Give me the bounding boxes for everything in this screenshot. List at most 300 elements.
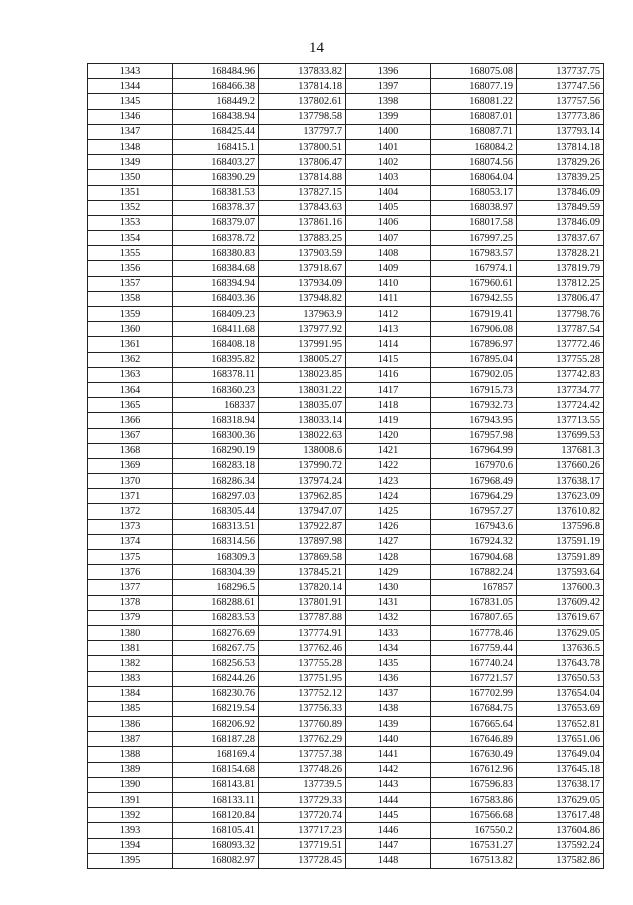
y-coordinate-cell: 137843.63	[259, 200, 346, 215]
y-coordinate-cell: 137861.16	[259, 215, 346, 230]
x-coordinate-cell: 167919.41	[431, 307, 517, 322]
x-coordinate-cell: 167702.99	[431, 686, 517, 701]
point-number-cell: 1356	[88, 261, 173, 276]
y-coordinate-cell: 137787.88	[259, 610, 346, 625]
y-coordinate-cell: 137629.05	[517, 793, 604, 808]
point-number-cell: 1408	[346, 246, 431, 261]
y-coordinate-cell: 137963.9	[259, 307, 346, 322]
x-coordinate-cell: 168082.97	[173, 853, 259, 868]
table-row	[88, 489, 604, 504]
y-coordinate-cell: 137883.25	[259, 231, 346, 246]
table-row	[88, 155, 604, 170]
x-coordinate-cell: 168244.26	[173, 671, 259, 686]
y-coordinate-cell: 137604.86	[517, 823, 604, 838]
x-coordinate-cell: 168286.34	[173, 474, 259, 489]
y-coordinate-cell: 137645.18	[517, 762, 604, 777]
point-number-cell: 1381	[88, 641, 173, 656]
y-coordinate-cell: 137934.09	[259, 276, 346, 291]
x-coordinate-cell: 168256.53	[173, 656, 259, 671]
point-number-cell: 1432	[346, 610, 431, 625]
point-number-cell: 1354	[88, 231, 173, 246]
table-row	[88, 671, 604, 686]
x-coordinate-cell: 168075.08	[431, 64, 517, 79]
y-coordinate-cell: 137755.28	[259, 656, 346, 671]
point-number-cell: 1362	[88, 352, 173, 367]
x-coordinate-cell: 167831.05	[431, 595, 517, 610]
x-coordinate-cell: 168384.68	[173, 261, 259, 276]
y-coordinate-cell: 137629.05	[517, 625, 604, 640]
table-row	[88, 231, 604, 246]
y-coordinate-cell: 138022.63	[259, 428, 346, 443]
point-number-cell: 1348	[88, 139, 173, 154]
point-number-cell: 1402	[346, 155, 431, 170]
y-coordinate-cell: 137652.81	[517, 717, 604, 732]
x-coordinate-cell: 167531.27	[431, 838, 517, 853]
y-coordinate-cell: 137654.04	[517, 686, 604, 701]
table-row	[88, 246, 604, 261]
point-number-cell: 1369	[88, 458, 173, 473]
x-coordinate-cell: 168403.36	[173, 291, 259, 306]
x-coordinate-cell: 167902.05	[431, 367, 517, 382]
x-coordinate-cell: 168360.23	[173, 382, 259, 397]
point-number-cell: 1390	[88, 777, 173, 792]
x-coordinate-cell: 168187.28	[173, 732, 259, 747]
x-coordinate-cell: 168484.96	[173, 64, 259, 79]
y-coordinate-cell: 137991.95	[259, 337, 346, 352]
table-row	[88, 200, 604, 215]
y-coordinate-cell: 137596.8	[517, 519, 604, 534]
y-coordinate-cell: 137762.46	[259, 641, 346, 656]
point-number-cell: 1442	[346, 762, 431, 777]
point-number-cell: 1415	[346, 352, 431, 367]
point-number-cell: 1344	[88, 79, 173, 94]
x-coordinate-cell: 168283.18	[173, 458, 259, 473]
y-coordinate-cell: 137801.91	[259, 595, 346, 610]
x-coordinate-cell: 167740.24	[431, 656, 517, 671]
x-coordinate-cell: 168438.94	[173, 109, 259, 124]
x-coordinate-cell: 168038.97	[431, 200, 517, 215]
x-coordinate-cell: 168390.29	[173, 170, 259, 185]
x-coordinate-cell: 167778.46	[431, 625, 517, 640]
x-coordinate-cell: 168276.69	[173, 625, 259, 640]
table-row	[88, 656, 604, 671]
y-coordinate-cell: 137947.07	[259, 504, 346, 519]
y-coordinate-cell: 137609.42	[517, 595, 604, 610]
y-coordinate-cell: 137800.51	[259, 139, 346, 154]
y-coordinate-cell: 137651.06	[517, 732, 604, 747]
table-row	[88, 853, 604, 868]
x-coordinate-cell: 167895.04	[431, 352, 517, 367]
x-coordinate-cell: 167684.75	[431, 701, 517, 716]
x-coordinate-cell: 168206.92	[173, 717, 259, 732]
table-row	[88, 322, 604, 337]
y-coordinate-cell: 137833.82	[259, 64, 346, 79]
y-coordinate-cell: 137814.18	[259, 79, 346, 94]
x-coordinate-cell: 168313.51	[173, 519, 259, 534]
table-row	[88, 458, 604, 473]
x-coordinate-cell: 167612.96	[431, 762, 517, 777]
x-coordinate-cell: 168415.1	[173, 139, 259, 154]
table-row	[88, 747, 604, 762]
table-row	[88, 109, 604, 124]
point-number-cell: 1394	[88, 838, 173, 853]
y-coordinate-cell: 137638.17	[517, 777, 604, 792]
point-number-cell: 1428	[346, 550, 431, 565]
x-coordinate-cell: 168380.83	[173, 246, 259, 261]
x-coordinate-cell: 168466.38	[173, 79, 259, 94]
point-number-cell: 1435	[346, 656, 431, 671]
x-coordinate-cell: 168378.11	[173, 367, 259, 382]
point-number-cell: 1393	[88, 823, 173, 838]
coordinates-table-body	[88, 64, 604, 869]
y-coordinate-cell: 137903.59	[259, 246, 346, 261]
y-coordinate-cell: 137636.5	[517, 641, 604, 656]
y-coordinate-cell: 137773.86	[517, 109, 604, 124]
x-coordinate-cell: 168296.5	[173, 580, 259, 595]
table-row	[88, 625, 604, 640]
x-coordinate-cell: 168305.44	[173, 504, 259, 519]
point-number-cell: 1379	[88, 610, 173, 625]
point-number-cell: 1401	[346, 139, 431, 154]
x-coordinate-cell: 167759.44	[431, 641, 517, 656]
y-coordinate-cell: 137827.15	[259, 185, 346, 200]
point-number-cell: 1361	[88, 337, 173, 352]
y-coordinate-cell: 137681.3	[517, 443, 604, 458]
y-coordinate-cell: 137760.89	[259, 717, 346, 732]
y-coordinate-cell: 137649.04	[517, 747, 604, 762]
point-number-cell: 1388	[88, 747, 173, 762]
table-row	[88, 398, 604, 413]
x-coordinate-cell: 167983.57	[431, 246, 517, 261]
x-coordinate-cell: 168318.94	[173, 413, 259, 428]
x-coordinate-cell: 168425.44	[173, 124, 259, 139]
x-coordinate-cell: 167596.83	[431, 777, 517, 792]
point-number-cell: 1352	[88, 200, 173, 215]
point-number-cell: 1357	[88, 276, 173, 291]
y-coordinate-cell: 137660.26	[517, 458, 604, 473]
y-coordinate-cell: 137806.47	[259, 155, 346, 170]
page-number: 14	[309, 40, 324, 56]
x-coordinate-cell: 167960.61	[431, 276, 517, 291]
point-number-cell: 1343	[88, 64, 173, 79]
x-coordinate-cell: 167807.65	[431, 610, 517, 625]
y-coordinate-cell: 137977.92	[259, 322, 346, 337]
point-number-cell: 1398	[346, 94, 431, 109]
point-number-cell: 1375	[88, 550, 173, 565]
table-row	[88, 595, 604, 610]
x-coordinate-cell: 168120.84	[173, 808, 259, 823]
point-number-cell: 1441	[346, 747, 431, 762]
y-coordinate-cell: 137819.79	[517, 261, 604, 276]
y-coordinate-cell: 138033.14	[259, 413, 346, 428]
y-coordinate-cell: 137717.23	[259, 823, 346, 838]
point-number-cell: 1420	[346, 428, 431, 443]
x-coordinate-cell: 168084.2	[431, 139, 517, 154]
point-number-cell: 1386	[88, 717, 173, 732]
x-coordinate-cell: 167550.2	[431, 823, 517, 838]
x-coordinate-cell: 168283.53	[173, 610, 259, 625]
point-number-cell: 1387	[88, 732, 173, 747]
table-row	[88, 443, 604, 458]
y-coordinate-cell: 137724.42	[517, 398, 604, 413]
point-number-cell: 1405	[346, 200, 431, 215]
y-coordinate-cell: 137802.61	[259, 94, 346, 109]
point-number-cell: 1363	[88, 367, 173, 382]
x-coordinate-cell: 168133.11	[173, 793, 259, 808]
x-coordinate-cell: 167942.55	[431, 291, 517, 306]
point-number-cell: 1377	[88, 580, 173, 595]
y-coordinate-cell: 137897.98	[259, 534, 346, 549]
y-coordinate-cell: 137948.82	[259, 291, 346, 306]
y-coordinate-cell: 137846.09	[517, 215, 604, 230]
point-number-cell: 1426	[346, 519, 431, 534]
y-coordinate-cell: 137757.56	[517, 94, 604, 109]
y-coordinate-cell: 137846.09	[517, 185, 604, 200]
point-number-cell: 1368	[88, 443, 173, 458]
point-number-cell: 1404	[346, 185, 431, 200]
x-coordinate-cell: 167957.27	[431, 504, 517, 519]
point-number-cell: 1433	[346, 625, 431, 640]
table-row	[88, 382, 604, 397]
point-number-cell: 1440	[346, 732, 431, 747]
x-coordinate-cell: 167932.73	[431, 398, 517, 413]
point-number-cell: 1446	[346, 823, 431, 838]
x-coordinate-cell: 168449.2	[173, 94, 259, 109]
point-number-cell: 1365	[88, 398, 173, 413]
point-number-cell: 1358	[88, 291, 173, 306]
table-row	[88, 793, 604, 808]
point-number-cell: 1384	[88, 686, 173, 701]
x-coordinate-cell: 168288.61	[173, 595, 259, 610]
x-coordinate-cell: 168290.19	[173, 443, 259, 458]
x-coordinate-cell: 168300.36	[173, 428, 259, 443]
table-row	[88, 291, 604, 306]
x-coordinate-cell: 167964.99	[431, 443, 517, 458]
x-coordinate-cell: 167974.1	[431, 261, 517, 276]
point-number-cell: 1418	[346, 398, 431, 413]
x-coordinate-cell: 168378.37	[173, 200, 259, 215]
x-coordinate-cell: 168379.07	[173, 215, 259, 230]
point-number-cell: 1412	[346, 307, 431, 322]
coordinates-table	[87, 63, 604, 869]
table-row	[88, 610, 604, 625]
y-coordinate-cell: 137729.33	[259, 793, 346, 808]
y-coordinate-cell: 137719.51	[259, 838, 346, 853]
x-coordinate-cell: 168409.23	[173, 307, 259, 322]
point-number-cell: 1382	[88, 656, 173, 671]
y-coordinate-cell: 137593.64	[517, 565, 604, 580]
x-coordinate-cell: 167906.08	[431, 322, 517, 337]
y-coordinate-cell: 137837.67	[517, 231, 604, 246]
point-number-cell: 1396	[346, 64, 431, 79]
x-coordinate-cell: 168064.04	[431, 170, 517, 185]
x-coordinate-cell: 167997.25	[431, 231, 517, 246]
x-coordinate-cell: 168403.27	[173, 155, 259, 170]
x-coordinate-cell: 167970.6	[431, 458, 517, 473]
table-row	[88, 79, 604, 94]
point-number-cell: 1411	[346, 291, 431, 306]
y-coordinate-cell: 137990.72	[259, 458, 346, 473]
y-coordinate-cell: 137653.69	[517, 701, 604, 716]
x-coordinate-cell: 167968.49	[431, 474, 517, 489]
x-coordinate-cell: 168017.58	[431, 215, 517, 230]
table-row	[88, 641, 604, 656]
y-coordinate-cell: 137845.21	[259, 565, 346, 580]
x-coordinate-cell: 168053.17	[431, 185, 517, 200]
point-number-cell: 1389	[88, 762, 173, 777]
y-coordinate-cell: 137748.26	[259, 762, 346, 777]
point-number-cell: 1403	[346, 170, 431, 185]
y-coordinate-cell: 137812.25	[517, 276, 604, 291]
x-coordinate-cell: 168154.68	[173, 762, 259, 777]
point-number-cell: 1391	[88, 793, 173, 808]
table-row	[88, 337, 604, 352]
x-coordinate-cell: 168074.56	[431, 155, 517, 170]
x-coordinate-cell: 168219.54	[173, 701, 259, 716]
x-coordinate-cell: 167665.64	[431, 717, 517, 732]
y-coordinate-cell: 138031.22	[259, 382, 346, 397]
x-coordinate-cell: 168395.82	[173, 352, 259, 367]
x-coordinate-cell: 167964.29	[431, 489, 517, 504]
point-number-cell: 1431	[346, 595, 431, 610]
table-row	[88, 367, 604, 382]
table-row	[88, 762, 604, 777]
y-coordinate-cell: 137814.18	[517, 139, 604, 154]
point-number-cell: 1407	[346, 231, 431, 246]
x-coordinate-cell: 168304.39	[173, 565, 259, 580]
y-coordinate-cell: 137814.88	[259, 170, 346, 185]
point-number-cell: 1423	[346, 474, 431, 489]
y-coordinate-cell: 137617.48	[517, 808, 604, 823]
point-number-cell: 1346	[88, 109, 173, 124]
x-coordinate-cell: 167646.89	[431, 732, 517, 747]
x-coordinate-cell: 168093.32	[173, 838, 259, 853]
x-coordinate-cell: 168143.81	[173, 777, 259, 792]
point-number-cell: 1392	[88, 808, 173, 823]
point-number-cell: 1445	[346, 808, 431, 823]
y-coordinate-cell: 137772.46	[517, 337, 604, 352]
point-number-cell: 1385	[88, 701, 173, 716]
point-number-cell: 1439	[346, 717, 431, 732]
table-row	[88, 701, 604, 716]
table-row	[88, 838, 604, 853]
y-coordinate-cell: 137793.14	[517, 124, 604, 139]
point-number-cell: 1376	[88, 565, 173, 580]
x-coordinate-cell: 168408.18	[173, 337, 259, 352]
point-number-cell: 1355	[88, 246, 173, 261]
y-coordinate-cell: 137619.67	[517, 610, 604, 625]
y-coordinate-cell: 137918.67	[259, 261, 346, 276]
x-coordinate-cell: 168297.03	[173, 489, 259, 504]
x-coordinate-cell: 167904.68	[431, 550, 517, 565]
x-coordinate-cell: 168087.01	[431, 109, 517, 124]
y-coordinate-cell: 137610.82	[517, 504, 604, 519]
x-coordinate-cell: 167566.68	[431, 808, 517, 823]
table-row	[88, 261, 604, 276]
point-number-cell: 1438	[346, 701, 431, 716]
point-number-cell: 1364	[88, 382, 173, 397]
point-number-cell: 1410	[346, 276, 431, 291]
y-coordinate-cell: 137751.95	[259, 671, 346, 686]
table-row	[88, 686, 604, 701]
point-number-cell: 1366	[88, 413, 173, 428]
x-coordinate-cell: 167630.49	[431, 747, 517, 762]
point-number-cell: 1349	[88, 155, 173, 170]
table-row	[88, 64, 604, 79]
y-coordinate-cell: 137755.28	[517, 352, 604, 367]
y-coordinate-cell: 137798.58	[259, 109, 346, 124]
y-coordinate-cell: 138035.07	[259, 398, 346, 413]
point-number-cell: 1422	[346, 458, 431, 473]
point-number-cell: 1380	[88, 625, 173, 640]
point-number-cell: 1395	[88, 853, 173, 868]
point-number-cell: 1406	[346, 215, 431, 230]
point-number-cell: 1351	[88, 185, 173, 200]
table-row	[88, 124, 604, 139]
table-row	[88, 215, 604, 230]
point-number-cell: 1429	[346, 565, 431, 580]
y-coordinate-cell: 137720.74	[259, 808, 346, 823]
point-number-cell: 1417	[346, 382, 431, 397]
table-row	[88, 580, 604, 595]
table-row	[88, 777, 604, 792]
y-coordinate-cell: 137643.78	[517, 656, 604, 671]
x-coordinate-cell: 168394.94	[173, 276, 259, 291]
x-coordinate-cell: 167882.24	[431, 565, 517, 580]
table-row	[88, 276, 604, 291]
x-coordinate-cell: 167924.32	[431, 534, 517, 549]
x-coordinate-cell: 168087.71	[431, 124, 517, 139]
point-number-cell: 1360	[88, 322, 173, 337]
table-row	[88, 94, 604, 109]
x-coordinate-cell: 167721.57	[431, 671, 517, 686]
point-number-cell: 1373	[88, 519, 173, 534]
y-coordinate-cell: 138005.27	[259, 352, 346, 367]
y-coordinate-cell: 137734.77	[517, 382, 604, 397]
y-coordinate-cell: 137762.29	[259, 732, 346, 747]
y-coordinate-cell: 137798.76	[517, 307, 604, 322]
point-number-cell: 1372	[88, 504, 173, 519]
table-row	[88, 550, 604, 565]
point-number-cell: 1374	[88, 534, 173, 549]
point-number-cell: 1383	[88, 671, 173, 686]
y-coordinate-cell: 137797.7	[259, 124, 346, 139]
y-coordinate-cell: 137962.85	[259, 489, 346, 504]
x-coordinate-cell: 168169.4	[173, 747, 259, 762]
y-coordinate-cell: 137737.75	[517, 64, 604, 79]
table-row	[88, 352, 604, 367]
point-number-cell: 1447	[346, 838, 431, 853]
table-row	[88, 565, 604, 580]
y-coordinate-cell: 137582.86	[517, 853, 604, 868]
point-number-cell: 1378	[88, 595, 173, 610]
point-number-cell: 1345	[88, 94, 173, 109]
point-number-cell: 1444	[346, 793, 431, 808]
x-coordinate-cell: 168267.75	[173, 641, 259, 656]
point-number-cell: 1416	[346, 367, 431, 382]
point-number-cell: 1400	[346, 124, 431, 139]
y-coordinate-cell: 137591.89	[517, 550, 604, 565]
table-row	[88, 504, 604, 519]
x-coordinate-cell: 167943.6	[431, 519, 517, 534]
y-coordinate-cell: 137756.33	[259, 701, 346, 716]
y-coordinate-cell: 137787.54	[517, 322, 604, 337]
table-row	[88, 534, 604, 549]
y-coordinate-cell: 137600.3	[517, 580, 604, 595]
y-coordinate-cell: 137752.12	[259, 686, 346, 701]
x-coordinate-cell: 168378.72	[173, 231, 259, 246]
y-coordinate-cell: 137650.53	[517, 671, 604, 686]
